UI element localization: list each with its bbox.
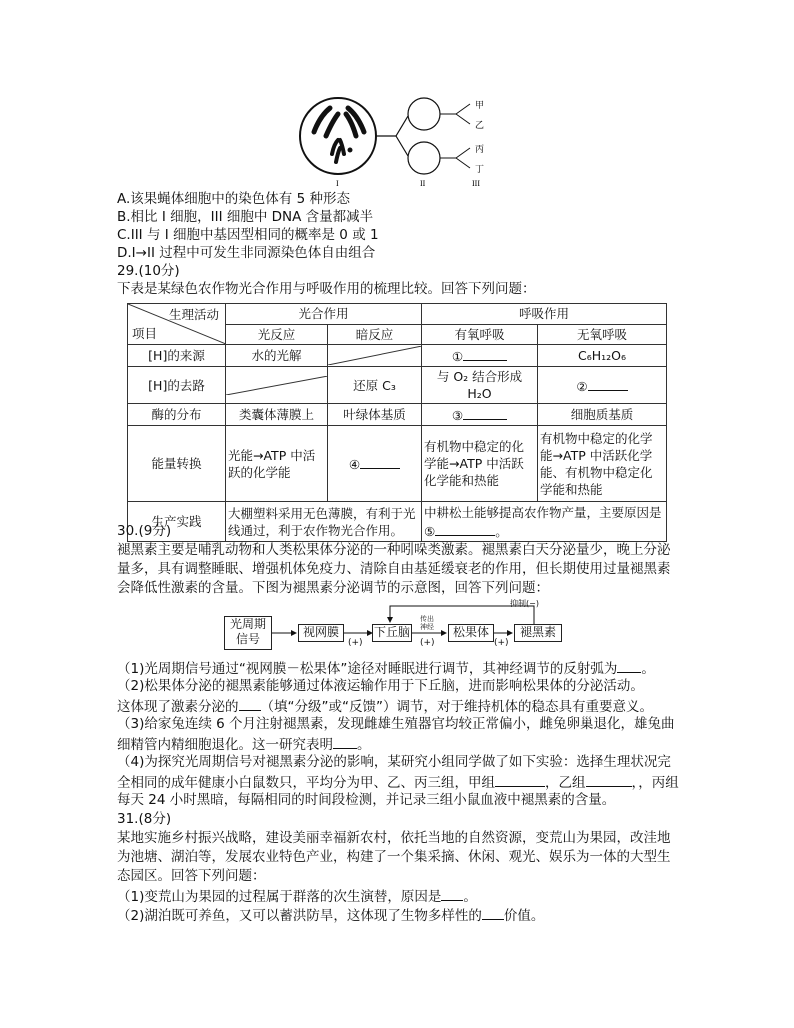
q30-number: 30.(9分) bbox=[117, 523, 172, 539]
melatonin-regulation-diagram bbox=[224, 598, 572, 648]
q31-question-2: （2)湖泊既可养鱼，又可以蓄洪防旱，这体现了生物多样性的 价值。 bbox=[117, 905, 544, 925]
q29-number: 29.(10分) bbox=[117, 263, 180, 279]
cell-empty bbox=[226, 367, 328, 404]
stage-label-iii: III bbox=[472, 179, 480, 188]
cell-ii-bottom bbox=[408, 142, 440, 174]
cell-blank-2: ② bbox=[538, 367, 667, 404]
header-activity: 生理活动 bbox=[168, 307, 219, 322]
q30-intro-1: 褪黑素主要是哺乳动物和人类松果体分泌的一种吲哚类激素。褪黑素白天分泌量少，晚上分泌 bbox=[117, 542, 671, 558]
header-dark: 暗反应 bbox=[328, 324, 422, 345]
plus-3: (+) bbox=[494, 638, 509, 648]
header-photosynthesis: 光合作用 bbox=[226, 304, 422, 325]
header-aerobic: 有氧呼吸 bbox=[422, 324, 538, 345]
plus-2: (+) bbox=[420, 638, 435, 648]
stage-label-i: I bbox=[336, 179, 339, 188]
row-label: 酶的分布 bbox=[128, 404, 226, 426]
option-b: B.相比 I 细胞，III 细胞中 DNA 含量都减半 bbox=[117, 209, 374, 225]
label-jia: 甲 bbox=[475, 101, 485, 111]
label-bing: 丙 bbox=[475, 145, 485, 155]
option-c: C.III 与 I 细胞中基因型相同的概率是 0 或 1 bbox=[117, 227, 379, 243]
q30-intro-2: 量多，具有调整睡眠、增强机体免疫力、清除自由基延缓衰老的作用，但长期使用过量褪黑素 bbox=[117, 561, 671, 577]
pineal-box: 松果体 bbox=[448, 624, 494, 642]
q30-question-3: （3)给家兔连续 6 个月注射褪黑素，发现雌雄生殖器官均较正常偏小，雌兔卵巢退化，雄兔曲 bbox=[117, 716, 675, 732]
table-row bbox=[128, 502, 667, 542]
label-yi: 乙 bbox=[475, 121, 485, 131]
melatonin-box: 褪黑素 bbox=[514, 624, 562, 642]
q30-intro-3: 会降低性激素的含量。下图为褪黑素分泌调节的示意图，回答下列问题： bbox=[117, 580, 549, 596]
signal-box: 光周期 信号 bbox=[224, 616, 272, 650]
header-item: 项目 bbox=[132, 326, 158, 341]
row-label: [H]的去路 bbox=[128, 367, 226, 404]
cell: 叶绿体基质 bbox=[328, 404, 422, 426]
header-respiration: 呼吸作用 bbox=[422, 304, 667, 325]
stage-label-ii: II bbox=[420, 179, 426, 188]
cell-practice-resp: 中耕松土能够提高农作物产量，主要原因是⑤ 。 bbox=[422, 502, 667, 542]
label-ding: 丁 bbox=[475, 165, 485, 175]
q30-question-4c: 每天 24 小时黑暗，每隔相同的时间段检测，并记录三组小鼠血液中褪黑素的含量。 bbox=[117, 792, 616, 808]
cell-practice-photo: 大棚塑料采用无色薄膜，有利于光线通过，利于农作物光合作用。 bbox=[226, 502, 422, 542]
q31-question-1: （1)变荒山为果园的过程属于群落的次生演替，原因是 。 bbox=[117, 886, 477, 906]
q31-intro-3: 态园区。回答下列问题： bbox=[117, 868, 266, 884]
retina-box: 视网膜 bbox=[298, 624, 344, 642]
q30-question-3b: 细精管内精细胞退化。这一研究表明 。 bbox=[117, 734, 371, 754]
q31-intro-1: 某地实施乡村振兴战略，建设美丽幸福新农村，依托当地的自然资源，变荒山为果园，改洼地 bbox=[117, 830, 671, 846]
cell: 类囊体薄膜上 bbox=[226, 404, 328, 426]
table-row bbox=[128, 367, 667, 404]
table-corner-cell bbox=[128, 304, 226, 345]
q30-question-1: （1)光周期信号通过“视网膜－松果体”途径对睡眠进行调节，其神经调节的反射弧为 。 bbox=[117, 658, 655, 678]
cell-empty bbox=[328, 345, 422, 367]
cell: 有机物中稳定的化学能→ATP 中活跃化学能和热能 bbox=[422, 426, 538, 502]
cell: 还原 C₃ bbox=[328, 367, 422, 404]
nerve-label: 传出 神经 bbox=[420, 615, 434, 631]
q30-question-4b: 全相同的成年健康小白鼠数只，平均分为甲、乙、丙三组，甲组 ，乙组 ，，丙组 bbox=[117, 772, 679, 792]
cell-blank-1: ① bbox=[422, 345, 538, 367]
cell: 有机物中稳定的化学能→ATP 中活跃化学能、有机物中稳定化学能和热能 bbox=[538, 426, 667, 502]
option-d: D.I→II 过程中可发生非同源染色体自由组合 bbox=[117, 245, 376, 261]
option-a: A.该果蝇体细胞中的染色体有 5 种形态 bbox=[117, 191, 350, 207]
cell-blank-4: ④ bbox=[328, 426, 422, 502]
cell: 光能→ATP 中活跃的化学能 bbox=[226, 426, 328, 502]
cell-ii-top bbox=[408, 98, 440, 130]
row-label: 生产实践 bbox=[128, 502, 226, 542]
table-row bbox=[128, 426, 667, 502]
cell: 与 O₂ 结合形成 H₂O bbox=[422, 367, 538, 404]
header-anaerobic: 无氧呼吸 bbox=[538, 324, 667, 345]
q31-number: 31.(8分) bbox=[117, 811, 172, 827]
plus-1: (+) bbox=[348, 638, 363, 648]
row-label: [H]的来源 bbox=[128, 345, 226, 367]
cell-i-circle bbox=[300, 98, 376, 174]
row-label: 能量转换 bbox=[128, 426, 226, 502]
cell: C₆H₁₂O₆ bbox=[538, 345, 667, 367]
cell: 水的光解 bbox=[226, 345, 328, 367]
cell-blank-3: ③ bbox=[422, 404, 538, 426]
q30-question-2b: 这体现了激素分泌的 （填“分级”或“反馈”）调节，对于维持机体的稳态具有重要意义。 bbox=[117, 696, 653, 716]
table-row bbox=[128, 404, 667, 426]
cell-division-figure bbox=[296, 92, 516, 188]
inhibit-label: 抑制(−) bbox=[510, 599, 539, 608]
q30-question-2: （2)松果体分泌的褪黑素能够通过体液运输作用于下丘脑，进而影响松果体的分泌活动。 bbox=[117, 678, 644, 694]
q31-intro-2: 为池塘、湖泊等，发展农业特色产业，构建了一个集采摘、休闲、观光、娱乐为一体的大型生 bbox=[117, 849, 671, 865]
table-row bbox=[128, 345, 667, 367]
cell: 细胞质基质 bbox=[538, 404, 667, 426]
q30-question-4: （4)为探究光周期信号对褪黑素分泌的影响，某研究小组同学做了如下实验：选择生理状况完 bbox=[117, 754, 671, 770]
hypothalamus-box: 下丘脑 bbox=[372, 624, 412, 642]
header-light: 光反应 bbox=[226, 324, 328, 345]
comparison-table bbox=[127, 303, 667, 542]
q29-intro: 下表是某绿色农作物光合作用与呼吸作用的梳理比较。回答下列问题： bbox=[117, 281, 536, 297]
